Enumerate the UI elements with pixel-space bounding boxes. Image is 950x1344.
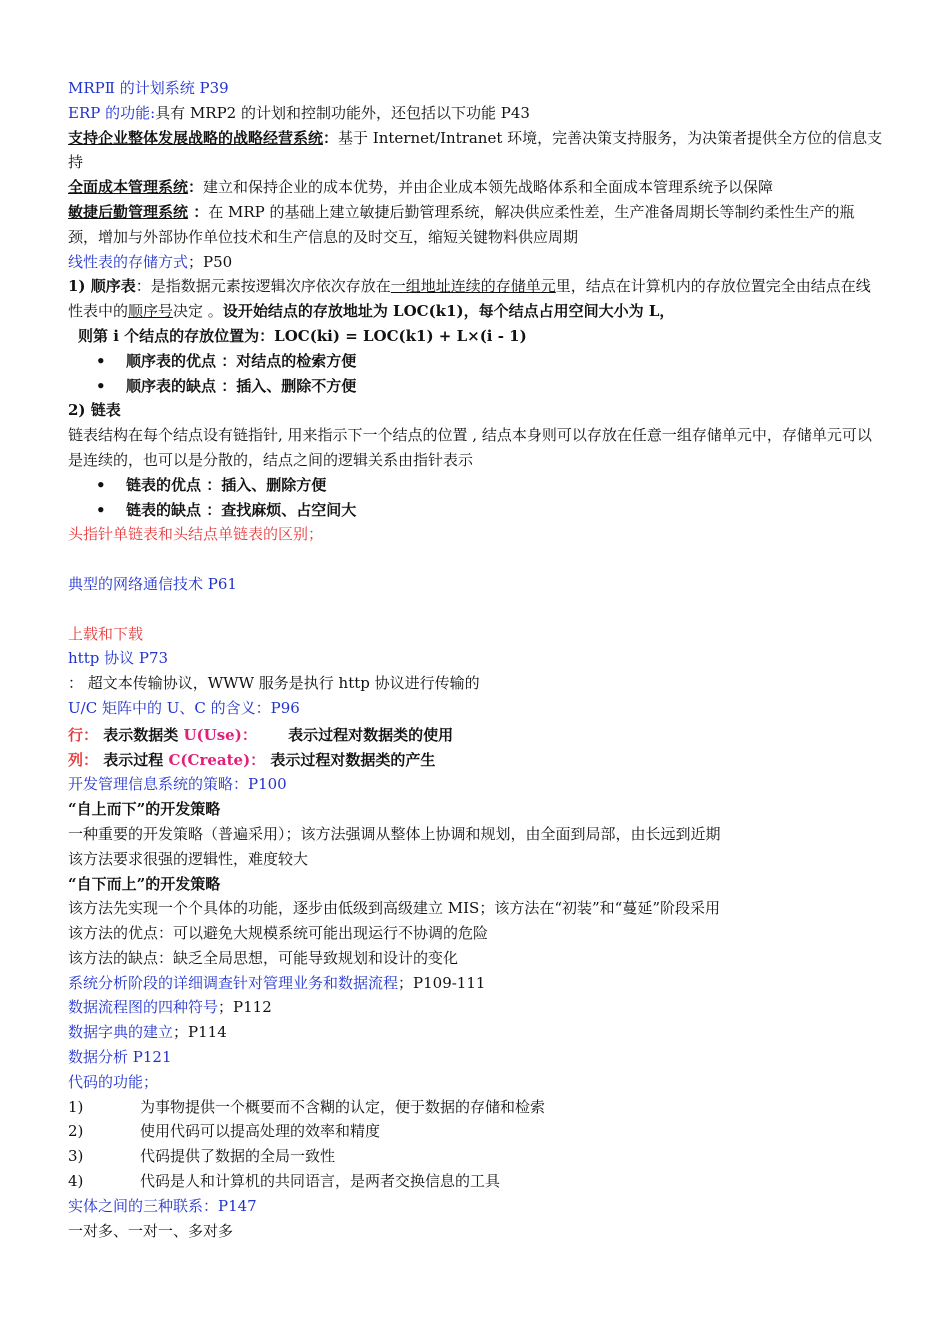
linked-list-heading: 2) 链表 (68, 401, 121, 420)
data-analysis-heading: 数据分析 P121 (68, 1048, 172, 1067)
bullet-text: 链表的缺点 ：查找麻烦、占空间大 (126, 500, 357, 519)
logistics-system-term: 敏捷后勤管理系统 (68, 202, 189, 221)
column-text-1: 表示过程 (98, 750, 169, 769)
cost-system-para (68, 175, 884, 200)
position-formula: 则第 i 个结点的存放位置为：LOC(ki) = LOC(k1) + L×(i - 1) (78, 326, 527, 345)
numbered-item (68, 1169, 884, 1194)
bullet-text: 顺序表的优点 ：对结点的检索方便 (126, 351, 357, 370)
dictionary-heading (68, 1020, 884, 1045)
entity-relations-text: 一对多、一对一、多对多 (68, 1221, 234, 1240)
colon: ： (323, 128, 339, 147)
page-ref: ；P114 (173, 1023, 227, 1042)
logistics-system-para (68, 200, 884, 250)
item-number: 2) (68, 1122, 84, 1141)
bullet-item (68, 349, 884, 374)
code-function-heading: 代码的功能； (68, 1072, 159, 1091)
item-number: 1) (68, 1097, 84, 1116)
bullet-dot-icon: • (96, 500, 106, 519)
bullet-text: 顺序表的缺点 ：插入、删除不方便 (126, 376, 357, 395)
bullet-dot-icon: • (96, 475, 106, 494)
dictionary-label: 数据字典的建立 (68, 1023, 174, 1042)
head-pointer-question: 头指针单链表和头结点单链表的区别； (68, 525, 324, 544)
numbered-item (68, 1095, 884, 1120)
item-number: 4) (68, 1172, 84, 1191)
dfd-label: 数据流程图的四种符号 (68, 998, 219, 1017)
document-page (68, 76, 884, 1243)
logistics-system-desc: 在 MRP 的基础上建立敏捷后勤管理系统，解决供应柔性差，生产准备周期长等制约柔性生产的瓶颈，增加与外部协作单位技术和生产信息的及时交互，缩短关键物料供应周期 (68, 202, 855, 246)
investigation-label: 系统分析阶段的详细调查针对管理业务和数据流程 (68, 973, 399, 992)
linked-list-para: 链表结构在每个结点设有链指针, 用来指示下一个结点的位置 , 结点本身则可以存放在任意一组存储单元中，存储单元可以是连续的，也可以是分散的，结点之间的逻辑关系由指针表示 (68, 426, 872, 469)
bullet-item (68, 374, 884, 399)
sequential-text-bold: 设开始结点的存放地址为 LOC(k1)，每个结点占用空间大小为 L， (222, 302, 675, 321)
bullet-text: 链表的优点 ：插入、删除方便 (126, 475, 327, 494)
row-meaning (68, 723, 884, 748)
http-desc: ： 超文本传输协议，WWW 服务是执行 http 协议进行传输的 (68, 674, 480, 693)
column-meaning (68, 748, 884, 773)
sequential-text-1: ：是指数据元素按逻辑次序依次存放在 (135, 277, 391, 296)
bottom-up-heading: “自下而上”的开发策略 (68, 874, 221, 893)
column-label: 列： (68, 750, 99, 769)
colon: ： (188, 202, 209, 221)
page-ref: ；P112 (218, 998, 272, 1017)
erp-text: 具有 MRP2 的计划和控制功能外，还包括以下功能 P43 (155, 103, 530, 122)
sequential-text-2: 里，结点在计算机内的存放位置完全由结点在线性表中的 (68, 277, 871, 321)
top-down-desc: 一种重要的开发策略（普遍采用）；该方法强调从整体上协调和规划，由全面到局部，由长远到近期 (68, 824, 721, 843)
cost-system-desc: 建立和保持企业的成本优势，并由企业成本领先战略体系和全面成本管理系统予以保障 (203, 178, 774, 197)
erp-function-line (68, 101, 884, 126)
bullet-item (68, 473, 884, 498)
sequential-text-underlined-2: 顺序号 (128, 302, 174, 321)
investigation-heading (68, 971, 884, 996)
sequential-text-underlined-1: 一组地址连续的存储单元 (390, 277, 556, 296)
numbered-item (68, 1144, 884, 1169)
spacer (68, 597, 884, 622)
sequential-list-term: 1) 顺序表 (68, 277, 136, 296)
page-ref: ；P50 (188, 252, 233, 271)
strategy-system-desc: 基于 Internet/Intranet 环境，完善决策支持服务，为决策者提供全方位的信息支持 (68, 128, 883, 172)
upload-download-heading: 上载和下载 (68, 624, 144, 643)
colon: ： (188, 178, 204, 197)
row-text-2: 表示过程对数据类的使用 (256, 725, 454, 744)
bottom-up-desc: 该方法先实现一个个具体的功能，逐步由低级到高级建立 MIS；该方法在“初装”和“蔓延”阶段采用 (68, 899, 721, 918)
item-number: 3) (68, 1147, 84, 1166)
entity-relations-heading: 实体之间的三种联系：P147 (68, 1196, 257, 1215)
strategy-system-term: 支持企业整体发展战略的战略经营系统 (68, 128, 324, 147)
dfd-heading (68, 995, 884, 1020)
item-text: 代码提供了数据的全局一致性 (140, 1147, 336, 1166)
bullet-item (68, 498, 884, 523)
mis-strategy-heading: 开发管理信息系统的策略：P100 (68, 775, 287, 794)
bottom-up-cons: 该方法的缺点：缺乏全局思想，可能导致规划和设计的变化 (68, 948, 459, 967)
erp-label: ERP 的功能: (68, 103, 156, 122)
heading-mrp2: MRPⅡ 的计划系统 P39 (68, 79, 229, 97)
page-ref: ；P109-111 (398, 973, 486, 992)
network-tech-heading: 典型的网络通信技术 P61 (68, 574, 237, 593)
sequential-text-3: 决定 。 (173, 302, 223, 321)
top-down-heading: “自上而下”的开发策略 (68, 800, 221, 819)
linear-list-heading (68, 250, 884, 275)
row-text-1: 表示数据类 (98, 725, 184, 744)
linear-list-label: 线性表的存储方式 (68, 252, 189, 271)
bullet-dot-icon: • (96, 376, 106, 395)
numbered-item (68, 1119, 884, 1144)
row-use: U(Use)： (183, 725, 257, 744)
http-heading: http 协议 P73 (68, 649, 169, 668)
top-down-note: 该方法要求很强的逻辑性，难度较大 (68, 849, 309, 868)
uc-matrix-heading: U/C 矩阵中的 U、C 的含义：P96 (68, 698, 300, 717)
strategy-system-para (68, 126, 884, 176)
spacer (68, 547, 884, 572)
column-text-2: 表示过程对数据类的产生 (265, 750, 436, 769)
bullet-dot-icon: • (96, 351, 106, 370)
cost-system-term: 全面成本管理系统 (68, 178, 189, 197)
item-text: 为事物提供一个概要而不含糊的认定，便于数据的存储和检索 (140, 1097, 546, 1116)
row-label: 行： (68, 725, 99, 744)
item-text: 使用代码可以提高处理的效率和精度 (140, 1122, 381, 1141)
sequential-list-para (68, 274, 884, 324)
column-create: C(Create)： (168, 750, 266, 769)
item-text: 代码是人和计算机的共同语言，是两者交换信息的工具 (140, 1172, 501, 1191)
bottom-up-pros: 该方法的优点：可以避免大规模系统可能出现运行不协调的危险 (68, 924, 489, 943)
